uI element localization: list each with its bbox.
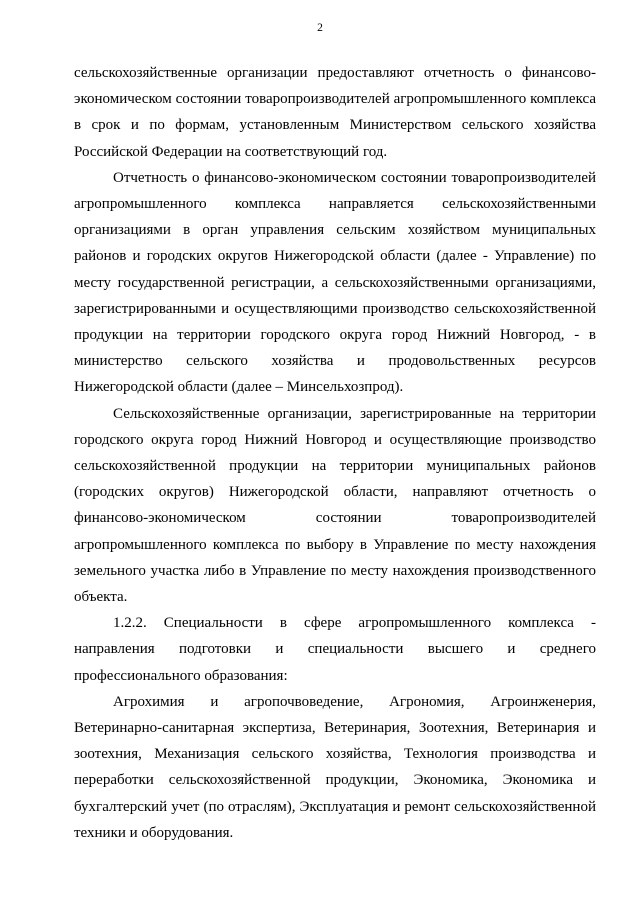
paragraph-specialties-list: Агрохимия и агропочвоведение, Агрономия, Агроинженерия, Ветеринарно-санитарная экспертиза, Ветеринария, Зоотехния, Ветеринария и зоотехния, Механизация сельского хозяйства, Технология производства и переработки сельскохозяйственной продукции, Экономика, Экономика и бухгалтерский учет (по отраслям), Эксплуатация и ремонт сельскохозяйственной техники и оборудования. — [74, 693, 596, 841]
paragraph-nizhny-novgorod-organizations: Сельскохозяйственные организации, зарегистрированные на территории городского округа город Нижний Новгород и осуществляющие производство сельскохозяйственной продукции на территории муниципальных районов (городских округов) Нижегородской области, направляют отчетность о финансово-экономическом состоянии товаропроизводителей агропромышленного комплекса по выбору в Управление по месту нахождения земельного участка либо в Управление по месту нахождения производственного объекта. — [74, 405, 596, 606]
paragraph-reporting-submission: Отчетность о финансово-экономическом состоянии товаропроизводителей агропромышленного комплекса направляется сельскохозяйственными организациями в орган управления сельским хозяйством муниципальных районов и городских округов Нижегородской области (далее - Управление) по месту государственной регистрации, а сельскохозяйственными организациями, зарегистрированными и осуществляющими производство сельскохозяйственной продукции на территории городского округа город Нижний Новгород, - в министерство сельского хозяйства и продовольственных ресурсов Нижегородской области (далее – Минсельхозпрод). — [74, 169, 596, 396]
paragraph-section-1-2-2: 1.2.2. Специальности в сфере агропромышленного комплекса - направления подготовки и специальности высшего и среднего профессионального образования: — [74, 615, 596, 684]
paragraph-reporting-intro: сельскохозяйственные организации предоставляют отчетность о финансово-экономическом состоянии товаропроизводителей агропромышленного комплекса в срок и по формам, установленным Министерством сельского хозяйства Российской Федерации на соответствующий год. — [74, 65, 596, 160]
document-body — [74, 60, 596, 846]
page-number: 2 — [317, 22, 323, 34]
